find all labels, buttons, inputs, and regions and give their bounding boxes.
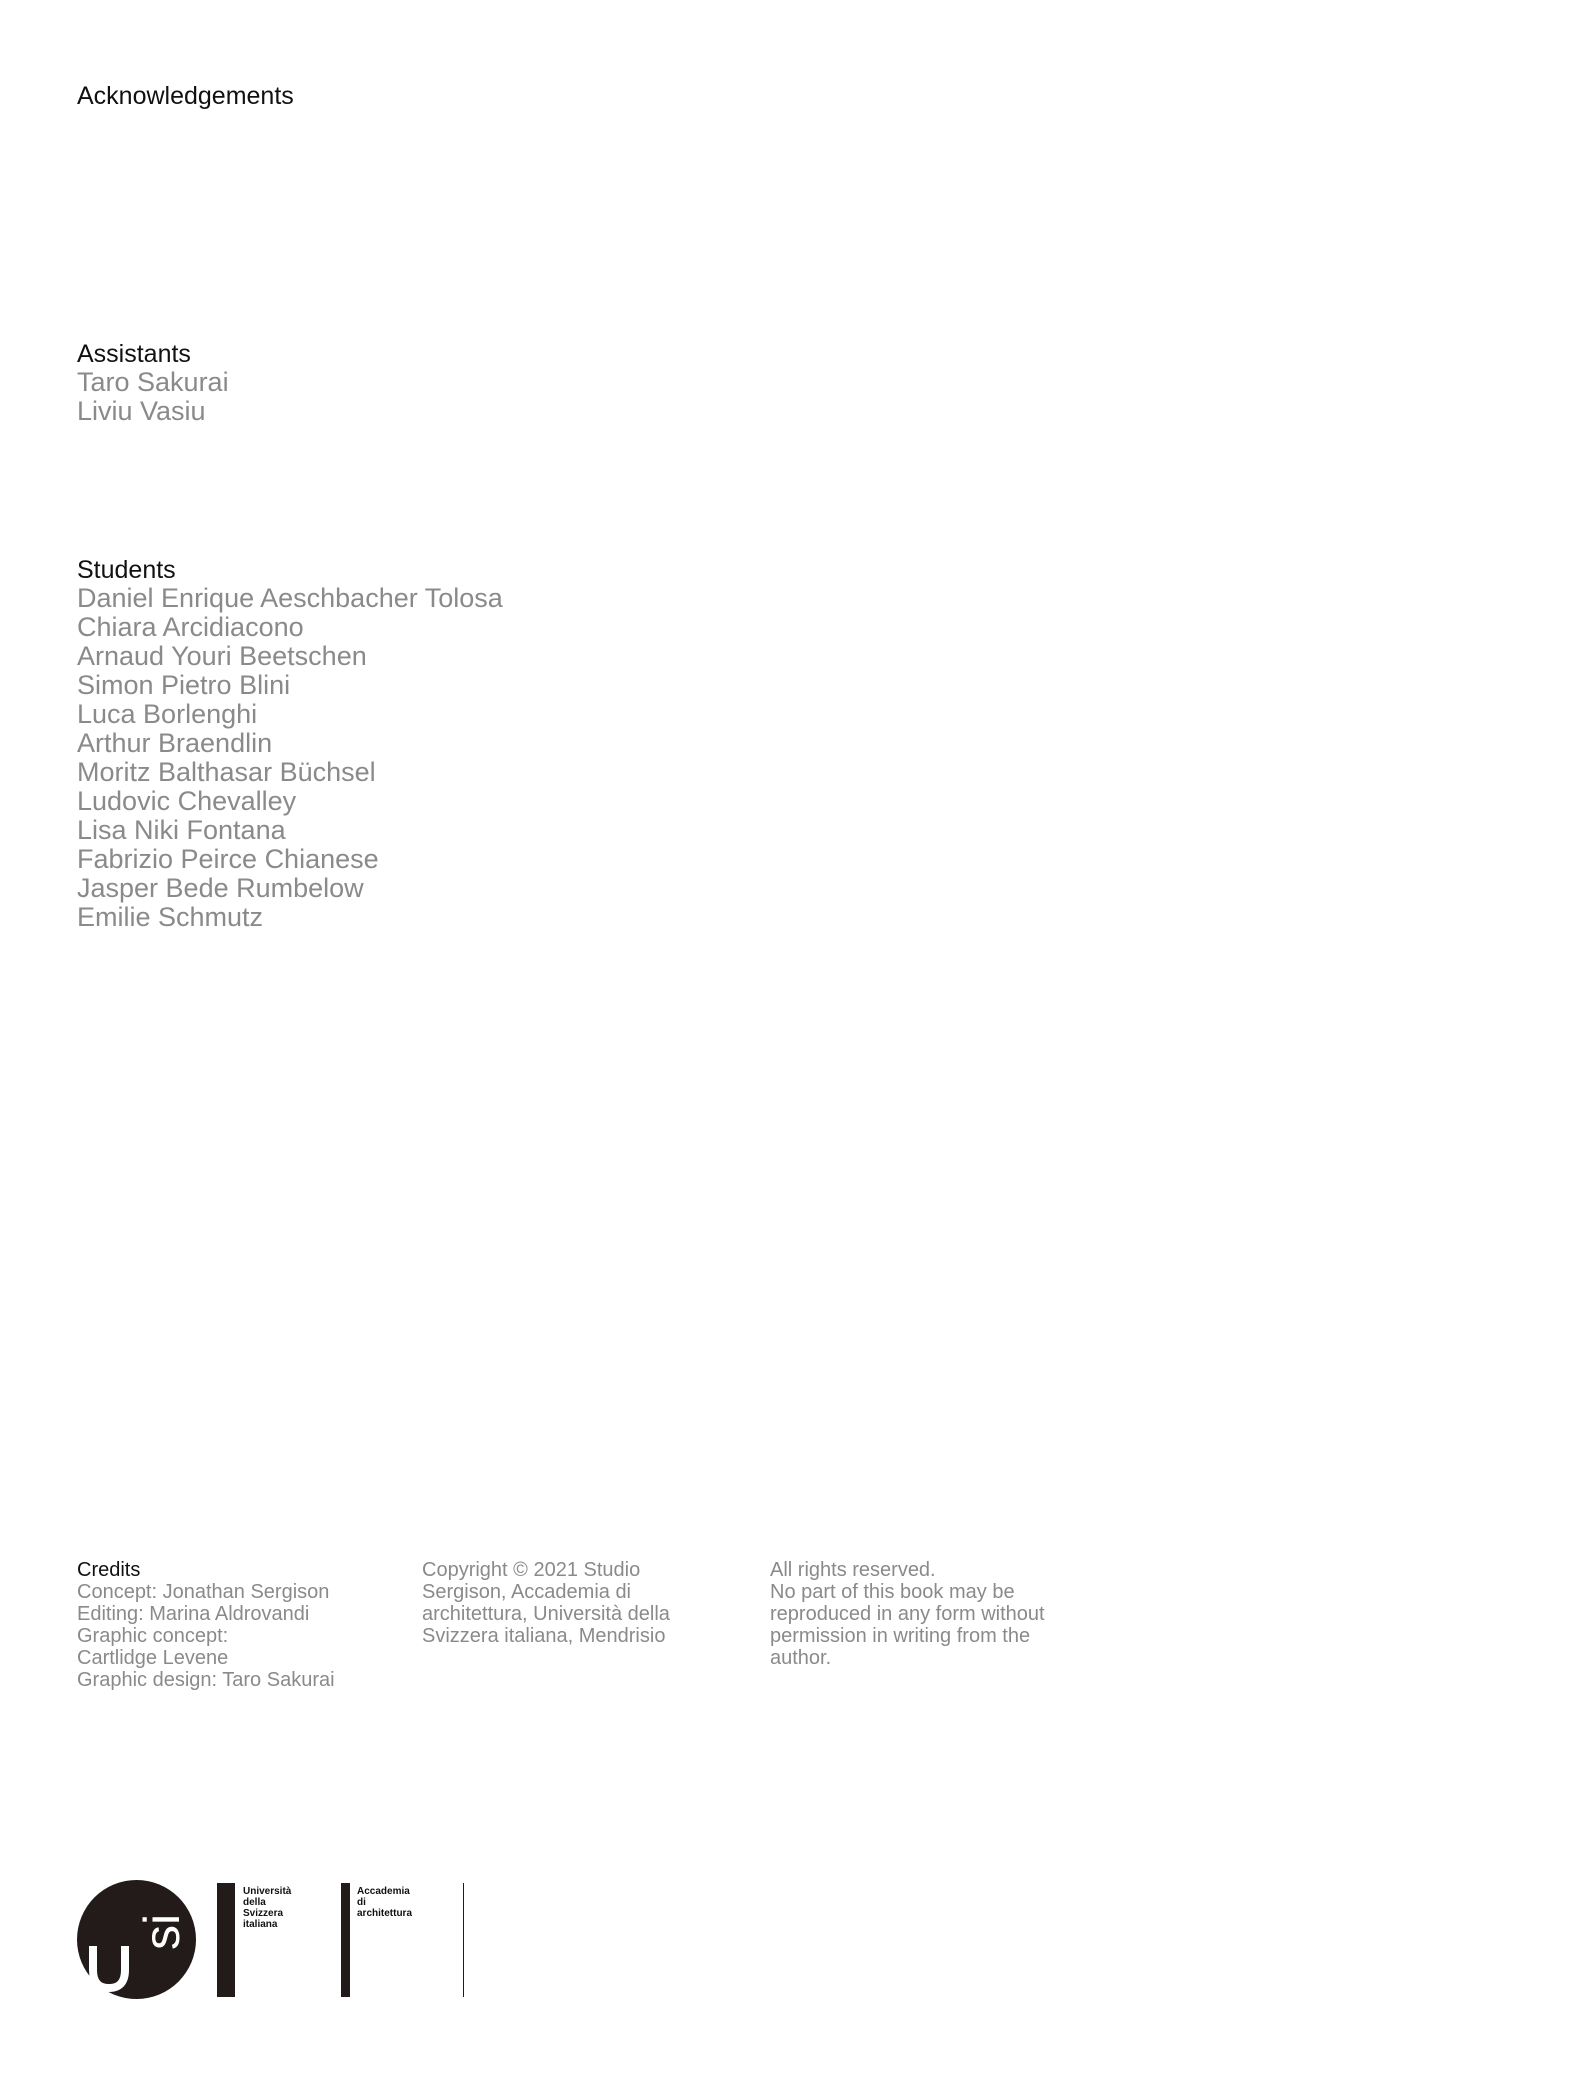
credits-line: Graphic concept: [77,1625,229,1647]
copyright-line: Svizzera italiana, Mendrisio [422,1625,666,1647]
usi-wordmark-line: della [243,1897,266,1908]
rights-line: author. [770,1647,832,1669]
list-item: Chiara Arcidiacono [77,612,304,642]
rights-line: permission in writing from the [770,1625,1031,1647]
rights-line: All rights reserved. [770,1559,936,1581]
list-item: Lisa Niki Fontana [77,815,286,845]
list-item: Moritz Balthasar Büchsel [77,757,376,787]
list-item: Liviu Vasiu [77,396,206,426]
list-item: Jasper Bede Rumbelow [77,873,364,903]
accademia-wordmark-line: di [357,1897,366,1908]
assistants-list [77,368,229,426]
credits-line: Cartlidge Levene [77,1647,229,1669]
credits-heading: Credits [77,1559,141,1581]
rights-line: No part of this book may be [770,1581,1015,1603]
credits-line: Editing: Marina Aldrovandi [77,1603,310,1625]
accademia-wordmark-line: architettura [357,1908,413,1919]
rights-block [770,1559,1045,1669]
copyright-line: architettura, Università della [422,1603,670,1625]
accademia-wordmark-line: Accademia [357,1886,410,1897]
usi-wordmark-line: Università [243,1886,292,1897]
accademia-wordmark [357,1886,412,1919]
list-item: Taro Sakurai [77,367,229,397]
usi-letters-icon [77,1880,196,1999]
copyright-block [422,1559,670,1647]
usi-wordmark-line: Svizzera [243,1908,284,1919]
credits-line: Concept: Jonathan Sergison [77,1581,330,1603]
list-item: Emilie Schmutz [77,902,264,932]
list-item: Arthur Braendlin [77,728,273,758]
list-item: Fabrizio Peirce Chianese [77,844,379,874]
credits-block [77,1559,335,1691]
rights-line: reproduced in any form without [770,1603,1045,1625]
list-item: Luca Borlenghi [77,699,258,729]
usi-wordmark [243,1886,291,1930]
list-item: Arnaud Youri Beetschen [77,641,367,671]
copyright-line: Sergison, Accademia di [422,1581,632,1603]
copyright-line: Copyright © 2021 Studio [422,1559,641,1581]
usi-bar [217,1883,235,1997]
usi-logo [77,1880,477,2000]
usi-si-letters: si [134,1913,190,1950]
students-list [77,584,503,932]
page-title: Acknowledgements [77,82,294,110]
credits-line: Graphic design: Taro Sakurai [77,1669,335,1691]
accademia-bar [341,1883,350,1997]
assistants-heading: Assistants [77,340,191,368]
usi-circle-mark [77,1880,196,1999]
logo-divider [463,1883,464,1997]
list-item: Simon Pietro Blini [77,670,291,700]
list-item: Daniel Enrique Aeschbacher Tolosa [77,583,503,613]
list-item: Ludovic Chevalley [77,786,297,816]
usi-wordmark-line: italiana [243,1919,278,1930]
students-heading: Students [77,556,176,584]
